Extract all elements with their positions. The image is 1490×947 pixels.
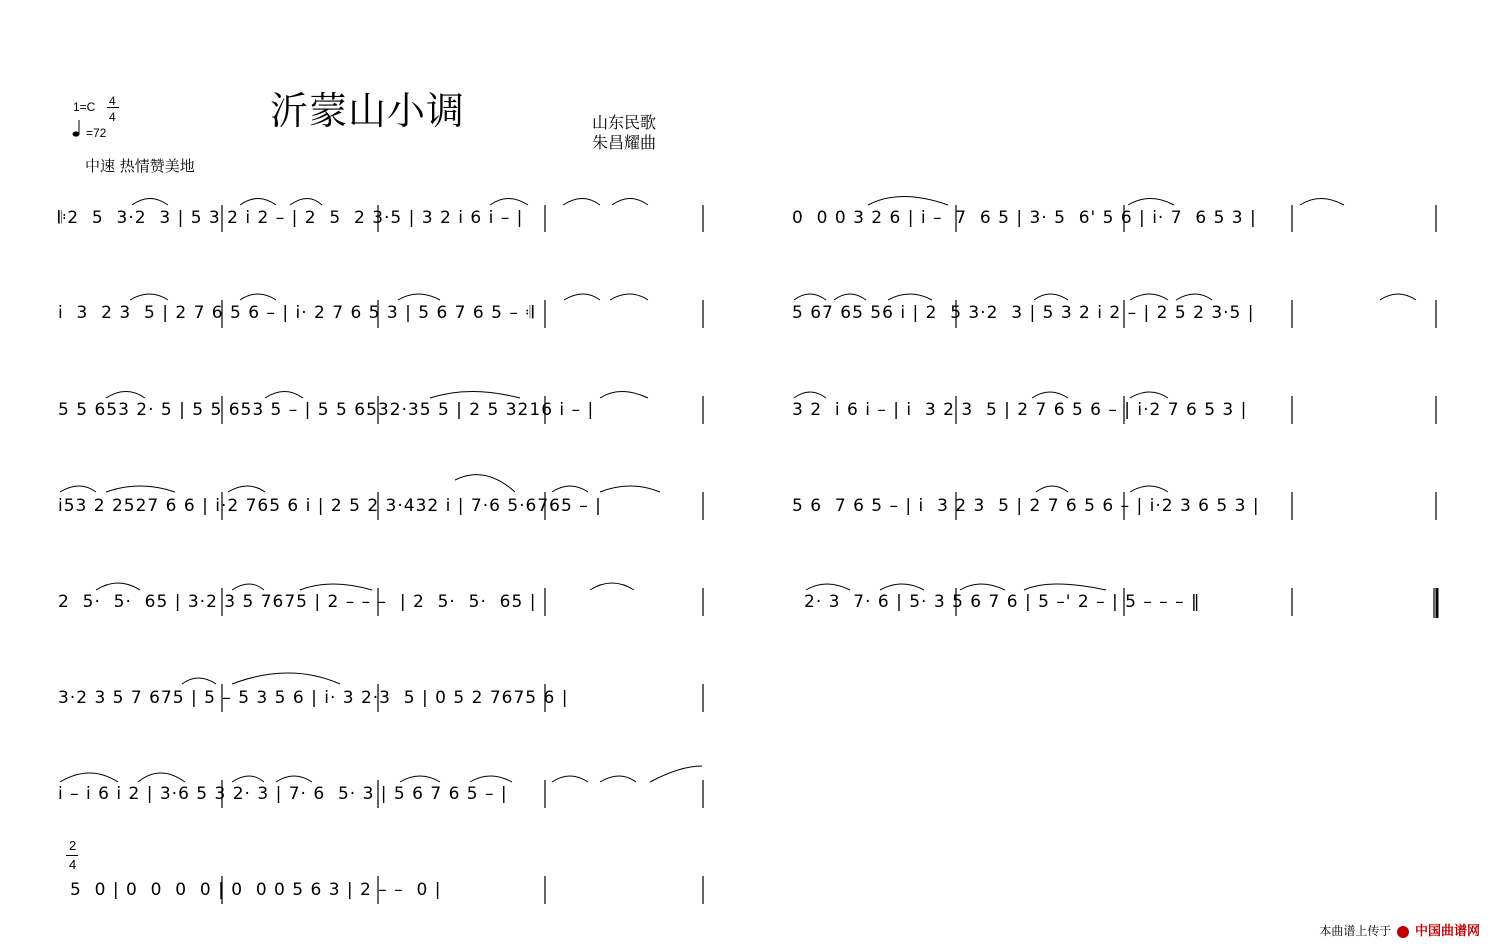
expression-mark: 中速 热情赞美地 [85,157,195,175]
tempo-mark: =72 [86,126,107,140]
time-signature-bottom: 4 [109,110,116,124]
footer-text: 本曲谱上传于 [1319,924,1392,938]
meter-change-top: 2 [69,838,77,853]
brand-logo-icon [1397,926,1409,938]
score-line-right-5: 2· 3 7· 6 | 5· 3 5 6 7 6 | 5 –' 2 – | 5 – – – ‖ [804,592,1201,612]
score-line-left-5: 2 5· 5· 65 | 3·2 3 5 7675 | 2 – – – | 2 5· 5· 65 | [58,592,537,612]
time-signature-top: 4 [109,94,116,108]
score-line-left-1: 𝄆2 5 3·2 3 | 5 3 2 i 2 – | 2 5 2 3·5 | 3 2 i 6 i – | [58,208,524,228]
score-line-right-4: 5 6 7 6 5 – | i 3 2 3 5 | 2 7 6 5 6 – | i·2 3 6 5 3 | [792,496,1260,516]
meter-change-bottom: 4 [69,857,77,872]
footer-brand: 中国曲谱网 [1414,924,1480,939]
score-line-right-2: 5 67 65 56 i | 2 5 3·2 3 | 5 3 2 i 2 – | 2 5 2 3·5 | [792,303,1255,323]
score-line-left-3: 5 5 653 2· 5 | 5 5 653 5 – | 5 5 6532·35 5 | 2 5 3216 i – | [58,400,595,420]
footer-credit [1319,920,1480,939]
score-line-left-6: 3·2 3 5 7 675 | 5 – 5 3 5 6 | i· 3 2·3 5 | 0 5 2 7675 6 | [58,688,569,708]
score-line-left-4: i53 2 2527 6 6 | i·2 765 6 i | 2 5 2 3·432 i | 7·6 5·6765 – | [58,496,602,516]
score-line-right-1: 0 0 0 3 2 6 | i – 7 6 5 | 3· 5 6' 5 6 | i· 7 6 5 3 | [792,208,1257,228]
score-line-right-3: 3 2 i 6 i – | i 3 2 3 5 | 2 7 6 5 6 – | i·2 7 6 5 3 | [792,400,1248,420]
score-line-left-2: i 3 2 3 5 | 2 7 6 5 6 – | i· 2 7 6 5 3 | 5 6 7 6 5 – 𝄇 [58,303,535,323]
quarter-note-icon [72,118,84,138]
time-signature-bar [107,107,119,108]
meter-change-bar [66,855,78,856]
page-title: 沂蒙山小调 [270,89,466,133]
composer-credit: 朱昌耀曲 [592,133,657,152]
key-signature: 1=C [73,100,96,114]
score-line-left-7: i – i 6 i 2 | 3·6 5 3 2· 3 | 7· 6 5· 3 | 5 6 7 6 5 – | [58,784,508,804]
origin-credit: 山东民歌 [592,113,657,132]
score-line-left-8: 5 0 | 0 0 0 0 | 0 0 0 5 6 3 | 2 – – 0 | [70,880,442,900]
